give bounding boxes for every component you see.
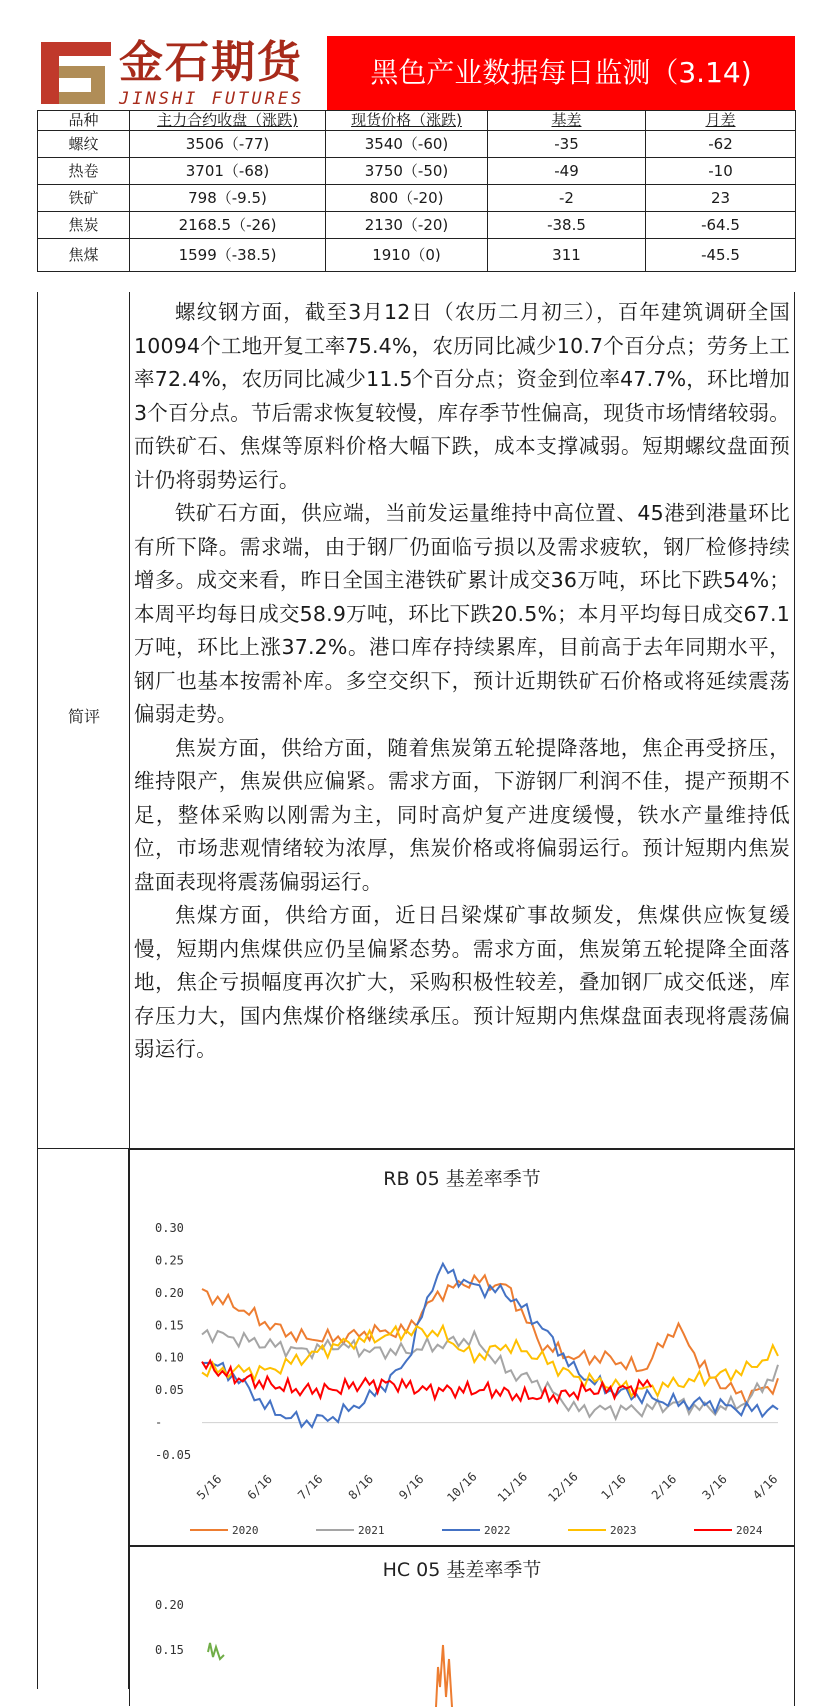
hc-basis-chart: [129, 1546, 795, 1706]
x-tick-label: 7/16: [295, 1472, 326, 1503]
charts-label-cell: [37, 1149, 129, 1689]
variety-cell: 螺纹: [38, 131, 130, 158]
coking-coal-paragraph: 焦煤方面，供给方面，近日吕梁煤矿事故频发，焦煤供应恢复缓慢，短期内焦煤供应仍呈偏紧态势。需求方面，焦炭第五轮提降全面落地，焦企亏损幅度再次扩大，采购积极性较差，叠加钢厂成交低迷，库存压力大，国内焦煤价格继续承压。预计短期内焦煤盘面表现将震荡偏弱运行。: [134, 903, 790, 1061]
spread-cell: -64.5: [646, 212, 796, 239]
col-header-spot-price: 现货价格（涨跌): [326, 111, 488, 131]
variety-cell: 焦煤: [38, 239, 130, 272]
series-line-2020: [436, 1645, 452, 1707]
series-line-2023: [202, 1326, 778, 1396]
x-tick-label: 11/16: [494, 1469, 531, 1505]
spread-cell: 23: [646, 185, 796, 212]
col-header-variety: 品种: [38, 111, 130, 131]
spread-cell: -45.5: [646, 239, 796, 272]
logo: [37, 36, 327, 110]
series-line-2024: [202, 1361, 651, 1403]
spot-cell: 1910（0): [326, 239, 488, 272]
price-table-header: [38, 111, 796, 131]
table-row: [38, 185, 796, 212]
x-tick-label: 10/16: [444, 1469, 480, 1505]
basis-cell: -38.5: [488, 212, 646, 239]
x-tick-label: 12/16: [545, 1469, 581, 1505]
price-table: [37, 110, 796, 272]
y-tick-label: 0.15: [155, 1643, 184, 1657]
series-line-2021: [208, 1643, 224, 1659]
chart-title: HC 05 基差率季节: [382, 1559, 542, 1581]
x-tick-label: 1/16: [598, 1472, 629, 1503]
basis-cell: -35: [488, 131, 646, 158]
spot-cell: 800（-20): [326, 185, 488, 212]
legend-label: 2024: [736, 1524, 763, 1537]
iron-ore-paragraph: 铁矿石方面，供应端，当前发运量维持中高位置、45港到港量环比有所下降。需求端，由于钢厂仍面临亏损以及需求疲软，钢厂检修持续增多。成交来看，昨日全国主港铁矿累计成交36万吨，环比下跌54%；本周平均每日成交58.9万吨，环比下跌20.5%；本月平均每日成交67.1万吨，环比上涨37.2%。港口库存持续累库，目前高于去年同期水平，钢厂也基本按需补库。多空交织下，预计近期铁矿石价格或将延续震荡偏弱走势。: [134, 501, 790, 726]
table-row: [38, 158, 796, 185]
rb-basis-chart-plot: [130, 1150, 794, 1545]
commentary-label-cell: [38, 292, 130, 1148]
series-line-2020: [202, 1275, 778, 1404]
contract-cell: 3506（-77): [130, 131, 326, 158]
x-tick-label: 5/16: [194, 1472, 225, 1503]
commentary-label: 简评: [67, 707, 100, 726]
x-tick-label: 9/16: [396, 1472, 427, 1503]
contract-cell: 2168.5（-26): [130, 212, 326, 239]
coke-paragraph: 焦炭方面，供给方面，随着焦炭第五轮提降落地，焦企再受挤压，维持限产，焦炭供应偏紧。需求方面，下游钢厂利润不佳，提产预期不足，整体采购以刚需为主，同时高炉复产进度缓慢，铁水产量维持低位，市场悲观情绪较为浓厚，焦炭价格或将偏弱运行。预计短期内焦炭盘面表现将震荡偏弱运行。: [134, 735, 790, 894]
y-tick-label: 0.25: [155, 1253, 184, 1268]
y-tick-label: 0.15: [155, 1318, 184, 1333]
rb-basis-chart: [129, 1149, 795, 1546]
y-tick-label: 0.20: [155, 1598, 184, 1612]
spot-cell: 2130（-20): [326, 212, 488, 239]
contract-cell: 1599（-38.5): [130, 239, 326, 272]
y-tick-label: 0.30: [155, 1221, 184, 1235]
spot-cell: 3750（-50): [326, 158, 488, 185]
y-tick-label: -0.05: [155, 1448, 192, 1462]
x-tick-label: 3/16: [699, 1472, 730, 1503]
report-title: 黑色产业数据每日监测（3.14): [327, 36, 795, 110]
y-tick-label: 0.20: [155, 1285, 184, 1300]
table-row: [38, 131, 796, 158]
contract-cell: 3701（-68): [130, 158, 326, 185]
legend-label: 2021: [358, 1524, 385, 1537]
x-tick-label: 6/16: [244, 1472, 275, 1503]
spread-cell: -62: [646, 131, 796, 158]
rebar-paragraph: 螺纹钢方面，截至3月12日（农历二月初三），百年建筑调研全国10094个工地开复工率75.4%，农历同比减少10.7个百分点；劳务上工率72.4%，农历同比减少11.5个百分点；资金到位率47.7%，环比增加3个百分点。节后需求恢复较慢，库存季节性偏高，现货市场情绪较弱。而铁矿石、焦煤等原料价格大幅下跌，成本支撑减弱。短期螺纹盘面预计仍将弱势运行。: [134, 300, 790, 492]
logo-english-name: JINSHI FUTURES: [119, 89, 305, 109]
table-row: [38, 212, 796, 239]
commentary-section: [37, 292, 795, 1149]
spread-cell: -10: [646, 158, 796, 185]
x-tick-label: 8/16: [345, 1472, 376, 1503]
col-header-month-spread: 月差: [646, 111, 796, 131]
basis-cell: -49: [488, 158, 646, 185]
col-header-main-contract: 主力合约收盘（涨跌): [130, 111, 326, 131]
chart-title: RB 05 基差率季节: [383, 1168, 541, 1190]
report-sheet: [37, 36, 795, 1680]
y-tick-label: -: [155, 1415, 163, 1430]
basis-cell: 311: [488, 239, 646, 272]
legend-label: 2020: [232, 1524, 259, 1537]
commentary-text: [134, 296, 790, 1067]
hc-basis-chart-plot: [130, 1547, 794, 1707]
spot-cell: 3540（-60): [326, 131, 488, 158]
variety-cell: 焦炭: [38, 212, 130, 239]
basis-cell: -2: [488, 185, 646, 212]
y-tick-label: 0.10: [155, 1350, 184, 1365]
jinshi-logo-icon: [41, 42, 111, 104]
logo-chinese-name: 金石期货: [119, 37, 303, 88]
col-header-basis: 基差: [488, 111, 646, 131]
variety-cell: 热卷: [38, 158, 130, 185]
variety-cell: 铁矿: [38, 185, 130, 212]
legend-label: 2023: [610, 1524, 637, 1537]
table-row: [38, 239, 796, 272]
x-tick-label: 4/16: [750, 1472, 781, 1503]
y-tick-label: 0.05: [155, 1383, 184, 1398]
legend-label: 2022: [484, 1524, 511, 1537]
charts-section: [37, 1149, 795, 1689]
x-tick-label: 2/16: [648, 1472, 680, 1503]
contract-cell: 798（-9.5): [130, 185, 326, 212]
